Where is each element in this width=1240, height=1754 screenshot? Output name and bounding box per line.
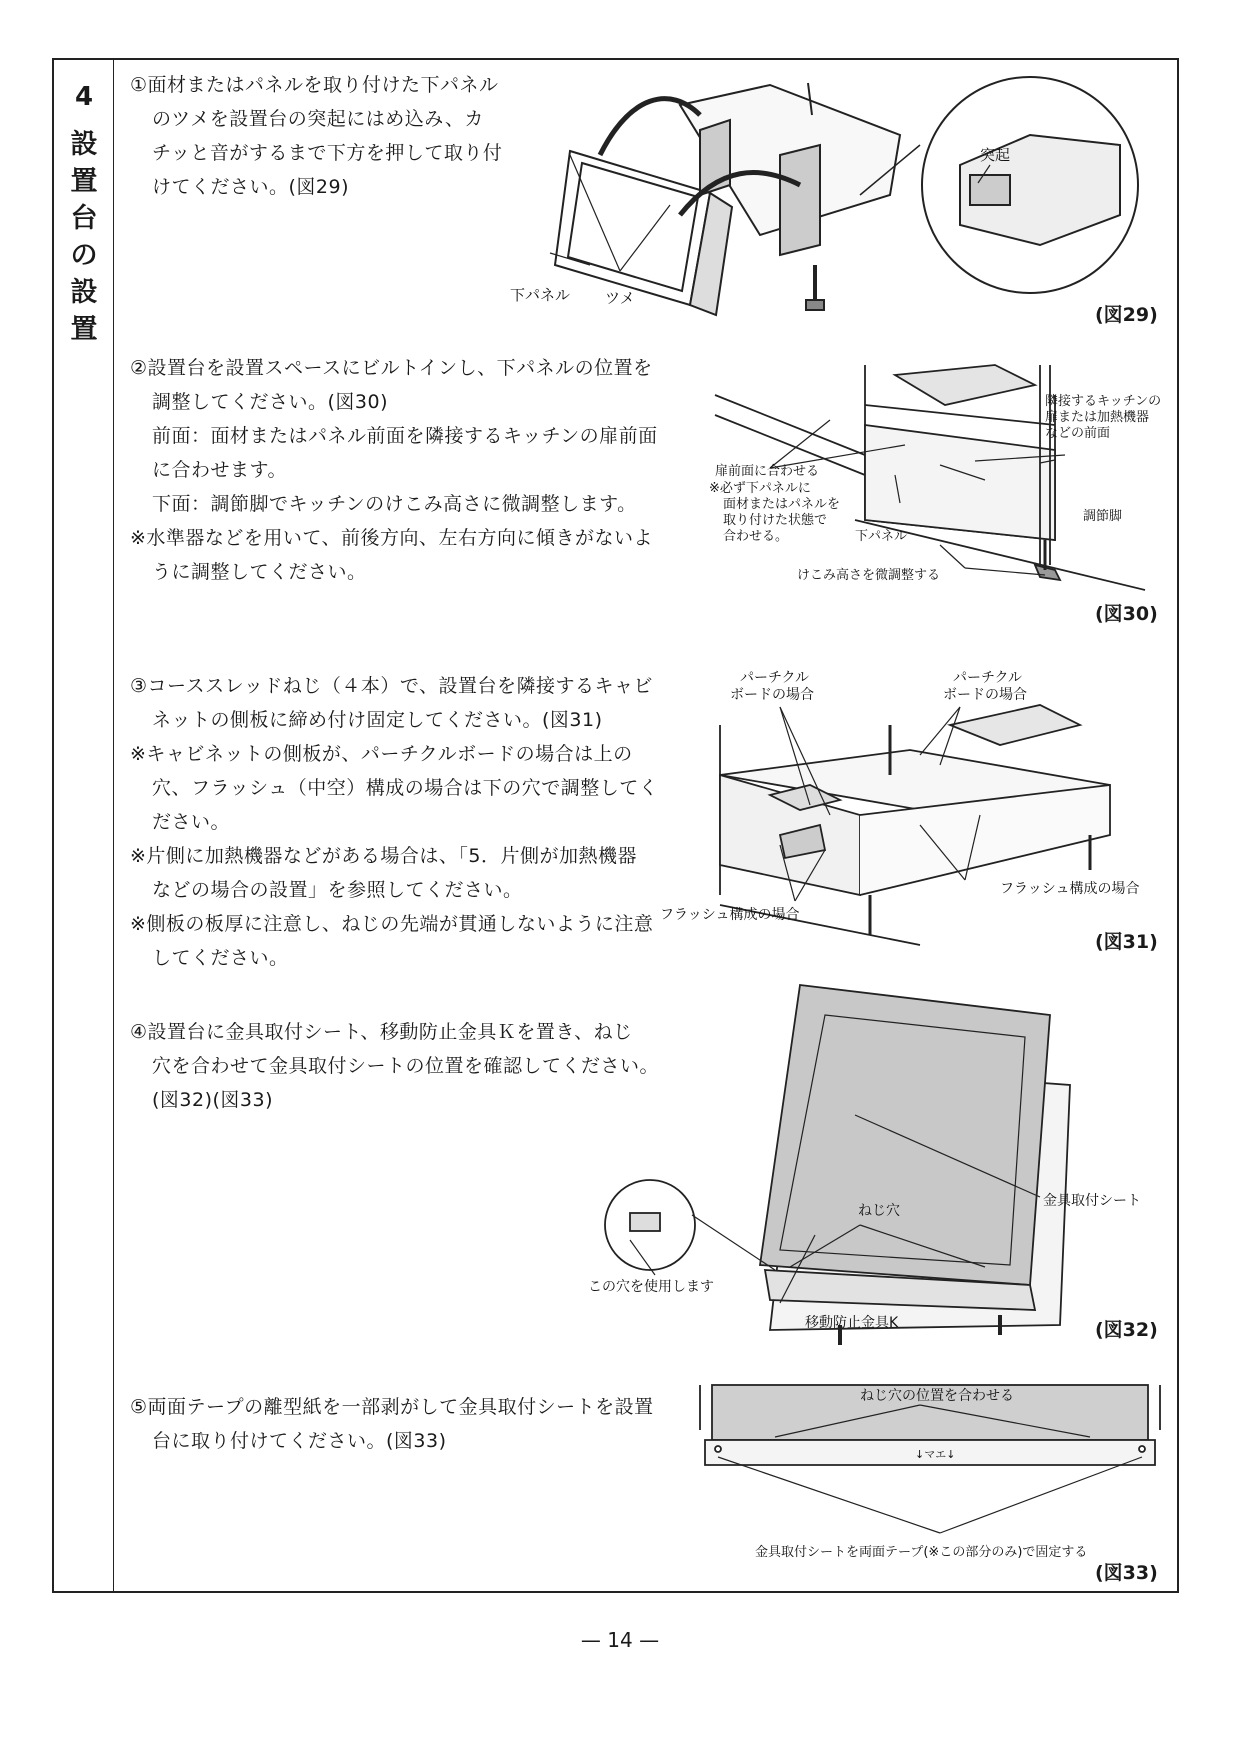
fig30-label-adjacent-3: などの前面 — [1045, 426, 1111, 441]
section-title-char: 置 — [70, 166, 98, 197]
step-line: ※側板の板厚に注意し、ねじの先端が貫通しないように注意 — [130, 913, 654, 935]
fig31-label-particle-left-1: パーチクル — [740, 670, 810, 686]
step-line: チッと音がするまで下方を押して取り付 — [152, 142, 503, 164]
step-line: に合わせます。 — [152, 459, 287, 481]
step-line: ださい。 — [152, 811, 231, 833]
fig30-label-adjacent-1: 隣接するキッチンの — [1045, 394, 1162, 409]
step-line: 穴を合わせて金具取付シートの位置を確認してください。 — [152, 1055, 660, 1077]
figure-29 — [510, 75, 1160, 325]
fig31-label-particle-right-1: パーチクル — [953, 670, 1023, 686]
step-line: ※キャビネットの側板が、パーチクルボードの場合は上の — [130, 743, 633, 765]
fig31-label-flush-right: フラッシュ構成の場合 — [1000, 881, 1140, 897]
fig33-label-fix-tape: 金具取付シートを両面テープ(※この部分のみ)で固定する — [755, 1545, 1088, 1560]
step-line: ②設置台を設置スペースにビルトインし、下パネルの位置を — [130, 357, 653, 379]
section-title-char: 置 — [70, 314, 98, 345]
fig32-label-sheet: 金具取付シート — [1043, 1193, 1141, 1209]
fig30-label-adjuster: 調節脚 — [1083, 509, 1123, 524]
step-1 — [130, 68, 502, 204]
step-line: (図32)(図33) — [152, 1089, 274, 1111]
section-title-char: 設 — [70, 277, 98, 308]
fig30-label-note-4: 合わせる。 — [723, 529, 789, 544]
figure-29-caption: (図29) — [1095, 304, 1158, 326]
fig29-label-lower-panel: 下パネル — [510, 286, 571, 304]
step-line: などの場合の設置」を参照してください。 — [152, 879, 523, 901]
fig29-label-tab: ツメ — [605, 289, 635, 307]
fig30-label-align-door: 扉前面に合わせる — [715, 464, 820, 479]
fig30-label-note-2: 面材またはパネルを — [723, 497, 841, 512]
step-line: ⑤両面テープの離型紙を一部剥がして金具取付シートを設置 — [130, 1396, 654, 1418]
fig32-label-bracket: 移動防止金具K — [805, 1315, 899, 1331]
step-3 — [130, 669, 658, 975]
step-4 — [130, 1015, 659, 1117]
section-sidebar — [54, 60, 114, 1591]
fig30-label-note-3: 取り付けた状態で — [723, 513, 828, 528]
step-line: けてください。(図29) — [152, 176, 350, 198]
fig33-label-front: ↓マエ↓ — [915, 1448, 956, 1461]
figure-30 — [709, 365, 1175, 615]
fig32-label-screw-hole: ねじ穴 — [858, 1203, 900, 1219]
figure-31-caption: (図31) — [1095, 931, 1158, 953]
page-number: — 14 — — [580, 1628, 660, 1652]
section-number: 4 — [74, 82, 94, 112]
step-line: 台に取り付けてください。(図33) — [152, 1430, 447, 1452]
fig31-label-particle-right-2: ボードの場合 — [943, 687, 1027, 703]
step-line: してください。 — [152, 947, 289, 969]
step-line: ③コーススレッドねじ（４本）で、設置台を隣接するキャビ — [130, 675, 654, 697]
step-line: 前面：面材またはパネル前面を隣接するキッチンの扉前面 — [152, 425, 658, 447]
section-title — [54, 126, 114, 348]
fig31-label-particle-left-2: ボードの場合 — [730, 687, 814, 703]
step-5 — [130, 1390, 654, 1458]
figure-30-caption: (図30) — [1095, 603, 1158, 625]
step-line: ④設置台に金具取付シート、移動防止金具Ｋを置き、ねじ — [130, 1021, 633, 1043]
figure-33 — [700, 1385, 1160, 1560]
figure-32 — [588, 985, 1160, 1345]
step-line: ①面材またはパネルを取り付けた下パネル — [130, 74, 499, 96]
fig32-label-use-hole: この穴を使用します — [588, 1279, 714, 1295]
step-line: うに調整してください。 — [152, 561, 367, 583]
step-line: ※水準器などを用いて、前後方向、左右方向に傾きがないよ — [130, 527, 654, 549]
fig30-label-lower-panel: 下パネル — [855, 529, 908, 544]
fig33-label-align-holes: ねじ穴の位置を合わせる — [860, 1388, 1014, 1404]
section-title-char: 台 — [70, 203, 98, 234]
fig31-label-flush-left: フラッシュ構成の場合 — [660, 907, 800, 923]
fig30-label-kickboard: けこみ高さを微調整する — [797, 568, 941, 583]
fig29-label-protrusion: 突起 — [980, 146, 1011, 164]
section-title-char: の — [70, 240, 98, 271]
step-2 — [130, 351, 658, 589]
figure-31 — [660, 665, 1160, 945]
step-line: 調整してください。(図30) — [152, 391, 389, 413]
fig30-label-adjacent-2: 扉または加熱機器 — [1045, 410, 1150, 425]
section-title-char: 設 — [70, 129, 98, 160]
figure-32-caption: (図32) — [1095, 1319, 1158, 1341]
step-line: ※片側に加熱機器などがある場合は、「5．片側が加熱機器 — [130, 845, 638, 867]
figure-33-caption: (図33) — [1095, 1562, 1158, 1584]
step-line: のツメを設置台の突起にはめ込み、カ — [152, 108, 484, 130]
fig30-label-note-1: ※必ず下パネルに — [709, 481, 811, 496]
step-line: 下面：調節脚でキッチンのけこみ高さに微調整します。 — [152, 493, 637, 515]
step-line: ネットの側板に締め付け固定してください。(図31) — [152, 709, 603, 731]
step-line: 穴、フラッシュ（中空）構成の場合は下の穴で調整してく — [152, 777, 659, 799]
